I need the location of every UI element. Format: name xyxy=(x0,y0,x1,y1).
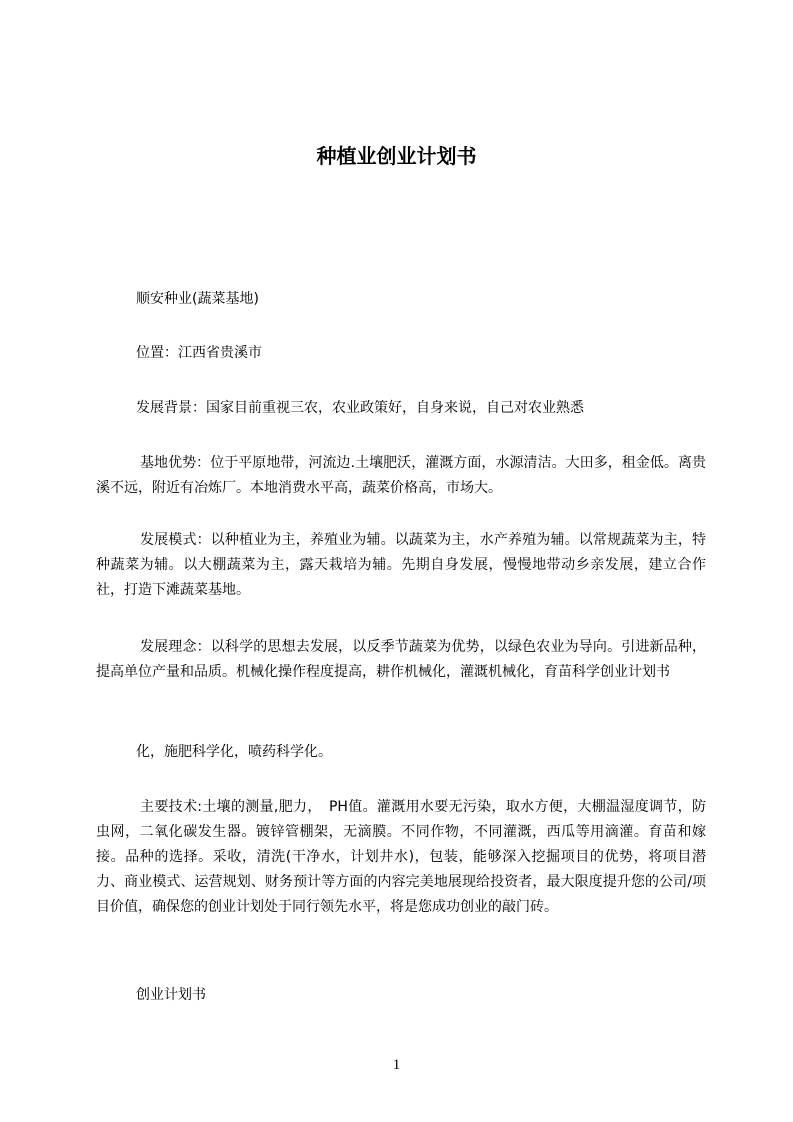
paragraph-background: 发展背景：国家目前重视三农，农业政策好，自身来说，自己对农业熟悉 xyxy=(136,400,584,416)
paragraph-development-model: 发展模式：以种植业为主，养殖业为辅。以蔬菜为主，水产养殖为辅。以常规蔬菜为主，特种蔬菜为辅。以大棚蔬菜为主，露天栽培为辅。先期自身发展，慢慢地带动乡亲发展，建立合作社，打造下滩蔬菜基地。 xyxy=(96,532,706,598)
paragraph-advantages: 基地优势：位于平原地带，河流边.土壤肥沃，灌溉方面，水源清洁。大田多，租金低。离贵溪不远，附近有冶炼厂。本地消费水平高，蔬菜价格高，市场大。 xyxy=(96,455,706,496)
paragraph-development-concept: 发展理念：以科学的思想去发展，以反季节蔬菜为优势，以绿色农业为导向。引进新品种，提高单位产量和品质。机械化操作程度提高，耕作机械化，灌溉机械化，育苗科学创业计划书 xyxy=(96,639,706,680)
paragraph-location: 位置：江西省贵溪市 xyxy=(136,345,262,361)
page-number: 1 xyxy=(392,1057,401,1073)
paragraph-main-technology: 主要技术:土壤的测量,肥力， PH值。灌溉用水要无污染，取水方便，大棚温湿度调节，防虫网，二氧化碳发生器。镀锌管棚架，无滴膜。不同作物，不同灌溉，西瓜等用滴灌。育苗和嫁接。品种的选择。采收，清洗(干净水，计划井水)，包装，能够深入挖掘项目的优势，将项目潜力、商业模式、运营规划、财务预计等方面的内容完美地展现给投资者，最大限度提升您的公司/项目价值，确保您的创业计划处于同行领先水平，将是您成功创业的敲门砖。 xyxy=(96,799,706,915)
document-title: 种植业创业计划书 xyxy=(316,144,477,168)
paragraph-footer-label: 创业计划书 xyxy=(136,987,206,1003)
paragraph-company: 顺安种业(蔬菜基地) xyxy=(136,291,259,307)
paragraph-continuation: 化，施肥科学化，喷药科学化。 xyxy=(136,744,332,760)
